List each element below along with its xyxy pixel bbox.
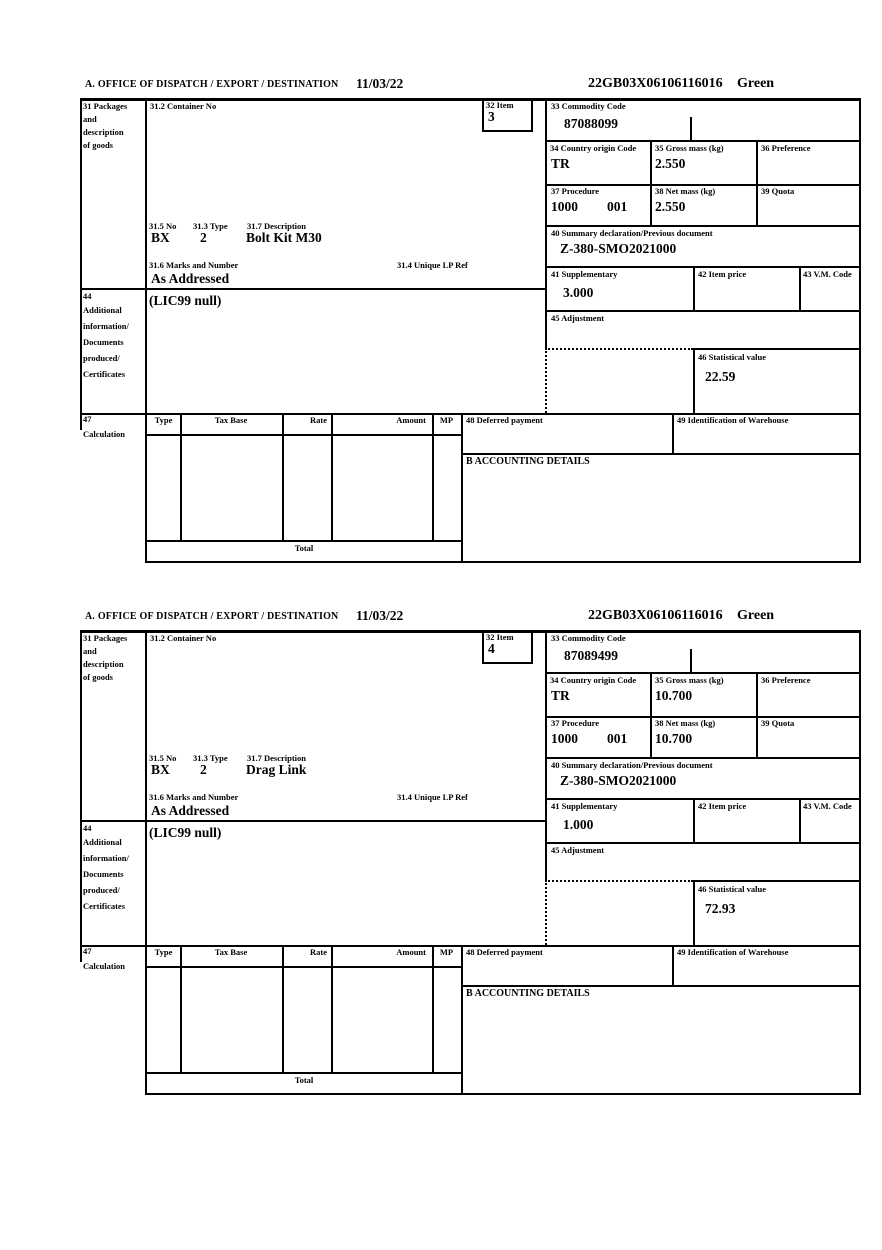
box31-label-line: description [83, 659, 124, 669]
border-right [859, 630, 861, 1095]
deferred-payment-label: 48 Deferred payment [466, 415, 543, 425]
marks-label: 31.6 Marks and Number [149, 260, 239, 270]
net-mass-label: 38 Net mass (kg) [655, 186, 716, 196]
additional-information-value: (LIC99 null) [149, 825, 222, 840]
box32-right-line [531, 630, 533, 664]
box41-42-divider [693, 266, 695, 312]
procedure-value: 1000 [551, 731, 578, 746]
box44-label-line: information/ [83, 321, 129, 331]
item-box-label: 32 Item [486, 632, 514, 642]
table-col2-divider [282, 413, 284, 542]
box44-label-line: 44 [83, 823, 92, 833]
box44-label-line: Certificates [83, 901, 126, 911]
box31-label-line: 31 Packages [83, 633, 128, 643]
commodity-code-value: 87089499 [564, 648, 618, 663]
box31-label-line: of goods [83, 140, 113, 150]
table-col1-divider [180, 413, 182, 542]
marks-label: 31.6 Marks and Number [149, 792, 239, 802]
adjustment-label: 45 Adjustment [551, 313, 605, 323]
box45-dotted-edge [545, 880, 547, 945]
procedure-label: 37 Procedure [551, 186, 600, 196]
box33-subdivision-tick [690, 117, 692, 140]
box48-49-divider [672, 413, 674, 455]
table-header-amount: Amount [396, 415, 426, 425]
item-number-value: 4 [488, 641, 495, 656]
declaration-date: 11/03/22 [356, 608, 404, 623]
box41-bottom-line [545, 310, 861, 312]
left-column-divider [145, 630, 147, 1095]
table-header-line [147, 966, 461, 968]
table-right-line [461, 413, 463, 563]
box31-label-line: and [83, 646, 97, 656]
marks-value: As Addressed [151, 803, 230, 818]
box31-label-line: 31 Packages [83, 101, 128, 111]
routing-status: Green [737, 608, 775, 623]
packages-no-label: 31.5 No [149, 753, 177, 763]
box44-label-line: Documents [83, 337, 124, 347]
sad-form-item [0, 76, 882, 568]
box37-bottom-line [545, 225, 861, 227]
box45-dotted-line [545, 880, 693, 882]
summary-declaration-value: Z-380-SMO2021000 [560, 241, 677, 256]
net-mass-label: 38 Net mass (kg) [655, 718, 716, 728]
table-col2-divider [282, 945, 284, 1074]
box42-43-divider [799, 798, 801, 844]
table-col4-divider [432, 945, 434, 1074]
table-header-line [147, 434, 461, 436]
table-col3-divider [331, 945, 333, 1074]
table-total-label: Total [294, 543, 314, 553]
container-no-label: 31.2 Container No [150, 633, 217, 643]
box46-left-line [693, 348, 695, 413]
table-total-label: Total [294, 1075, 314, 1085]
supplementary-value: 1.000 [563, 817, 594, 832]
description-label: 31.7 Description [247, 753, 307, 763]
description-label: 31.7 Description [247, 221, 307, 231]
item-box-label: 32 Item [486, 100, 514, 110]
packages-no-value: BX [151, 230, 170, 245]
summary-declaration-label: 40 Summary declaration/Previous document [551, 228, 713, 238]
table-header-tax-base: Tax Base [214, 415, 248, 425]
country-origin-value: TR [551, 688, 570, 703]
supplementary-value: 3.000 [563, 285, 594, 300]
box44-label-line: Certificates [83, 369, 126, 379]
table-header-amount: Amount [396, 947, 426, 957]
box40-bottom-line [545, 798, 861, 800]
quota-label: 39 Quota [761, 718, 795, 728]
table-header-type: Type [154, 415, 173, 425]
box31-label-line: of goods [83, 672, 113, 682]
country-origin-value: TR [551, 156, 570, 171]
box46-top-line [693, 348, 861, 350]
procedure-label: 37 Procedure [551, 718, 600, 728]
box41-bottom-line [545, 842, 861, 844]
border-left [80, 630, 82, 962]
description-value: Drag Link [246, 762, 307, 777]
supplementary-label: 41 Supplementary [551, 801, 618, 811]
item-price-label: 42 Item price [698, 801, 747, 811]
vm-code-label: 43 V.M. Code [803, 801, 852, 811]
description-value: Bolt Kit M30 [246, 230, 322, 245]
gross-mass-value: 2.550 [655, 156, 686, 171]
box47-label-line: 47 [83, 946, 92, 956]
table-col1-divider [180, 945, 182, 1074]
accounting-top-line [461, 985, 861, 987]
item-number-value: 3 [488, 109, 495, 124]
box44-top-line [80, 820, 547, 822]
accounting-details-label: B ACCOUNTING DETAILS [466, 456, 590, 467]
gross-mass-label: 35 Gross mass (kg) [655, 675, 724, 685]
left-column-divider [145, 98, 147, 563]
accounting-top-line [461, 453, 861, 455]
procedure-value: 1000 [551, 199, 578, 214]
item-price-label: 42 Item price [698, 269, 747, 279]
packages-type-label: 31.3 Type [193, 221, 228, 231]
box46-top-line [693, 880, 861, 882]
gross-mass-value: 10.700 [655, 688, 693, 703]
box31-label-line: and [83, 114, 97, 124]
procedure-extra-value: 001 [607, 199, 628, 214]
statistical-value-label: 46 Statistical value [698, 884, 766, 894]
border-bottom [147, 1093, 861, 1095]
box34-35-divider [650, 672, 652, 759]
box32-left-line [482, 630, 484, 664]
box34-35-divider [650, 140, 652, 227]
container-no-label: 31.2 Container No [150, 101, 217, 111]
box44-label-line: information/ [83, 853, 129, 863]
gross-mass-label: 35 Gross mass (kg) [655, 143, 724, 153]
box32-bottom-line [482, 130, 533, 132]
box44-label-line: Additional [83, 305, 122, 315]
warehouse-label: 49 Identification of Warehouse [677, 947, 789, 957]
box33-bottom-line [545, 140, 861, 142]
statistical-value-label: 46 Statistical value [698, 352, 766, 362]
procedure-extra-value: 001 [607, 731, 628, 746]
packages-type-label: 31.3 Type [193, 753, 228, 763]
declaration-date: 11/03/22 [356, 76, 404, 91]
box48-49-divider [672, 945, 674, 987]
border-bottom [147, 561, 861, 563]
right-column-divider [545, 630, 547, 882]
table-header-tax-base: Tax Base [214, 947, 248, 957]
packages-type-value: 2 [200, 762, 207, 777]
routing-status: Green [737, 76, 775, 91]
statistical-value: 22.59 [705, 369, 736, 384]
net-mass-value: 2.550 [655, 199, 686, 214]
summary-declaration-label: 40 Summary declaration/Previous document [551, 760, 713, 770]
country-origin-label: 34 Country origin Code [550, 675, 637, 685]
office-of-dispatch-label: A. OFFICE OF DISPATCH / EXPORT / DESTINATION [85, 611, 339, 622]
warehouse-label: 49 Identification of Warehouse [677, 415, 789, 425]
supplementary-label: 41 Supplementary [551, 269, 618, 279]
border-left [80, 98, 82, 430]
quota-label: 39 Quota [761, 186, 795, 196]
commodity-code-label: 33 Commodity Code [551, 633, 626, 643]
box37-bottom-line [545, 757, 861, 759]
box44-label-line: Additional [83, 837, 122, 847]
table-col4-divider [432, 413, 434, 542]
box45-dotted-edge [545, 348, 547, 413]
box44-label-line: produced/ [83, 885, 120, 895]
commodity-code-value: 87088099 [564, 116, 618, 131]
box33-bottom-line [545, 672, 861, 674]
unique-lp-ref-label: 31.4 Unique LP Ref [397, 792, 468, 802]
box32-right-line [531, 98, 533, 132]
table-header-mp: MP [439, 415, 454, 425]
box47-label-line: Calculation [83, 429, 126, 439]
box35-36-divider [756, 140, 758, 227]
box33-subdivision-tick [690, 649, 692, 672]
country-origin-label: 34 Country origin Code [550, 143, 637, 153]
adjustment-label: 45 Adjustment [551, 845, 605, 855]
mrn-value: 22GB03X06106116016 [588, 608, 723, 623]
packages-type-value: 2 [200, 230, 207, 245]
accounting-details-label: B ACCOUNTING DETAILS [466, 988, 590, 999]
vm-code-label: 43 V.M. Code [803, 269, 852, 279]
table-col3-divider [331, 413, 333, 542]
box42-43-divider [799, 266, 801, 312]
table-header-rate: Rate [310, 415, 327, 425]
table-right-line [461, 945, 463, 1095]
box46-left-line [693, 880, 695, 945]
table-header-rate: Rate [310, 947, 327, 957]
table-header-type: Type [154, 947, 173, 957]
box45-dotted-line [545, 348, 693, 350]
packages-no-value: BX [151, 762, 170, 777]
right-column-divider [545, 98, 547, 350]
summary-declaration-value: Z-380-SMO2021000 [560, 773, 677, 788]
box44-label-line: produced/ [83, 353, 120, 363]
box47-label-line: 47 [83, 414, 92, 424]
border-right [859, 98, 861, 563]
box44-label-line: 44 [83, 291, 92, 301]
box44-top-line [80, 288, 547, 290]
table-header-mp: MP [439, 947, 454, 957]
table-body-line [147, 1072, 461, 1074]
box44-label-line: Documents [83, 869, 124, 879]
table-body-line [147, 540, 461, 542]
box47-label-line: Calculation [83, 961, 126, 971]
box35-36-divider [756, 672, 758, 759]
mrn-value: 22GB03X06106116016 [588, 76, 723, 91]
deferred-payment-label: 48 Deferred payment [466, 947, 543, 957]
net-mass-value: 10.700 [655, 731, 693, 746]
commodity-code-label: 33 Commodity Code [551, 101, 626, 111]
packages-no-label: 31.5 No [149, 221, 177, 231]
box31-label-line: description [83, 127, 124, 137]
sad-form-item [0, 608, 882, 1100]
box41-42-divider [693, 798, 695, 844]
unique-lp-ref-label: 31.4 Unique LP Ref [397, 260, 468, 270]
statistical-value: 72.93 [705, 901, 736, 916]
additional-information-value: (LIC99 null) [149, 293, 222, 308]
office-of-dispatch-label: A. OFFICE OF DISPATCH / EXPORT / DESTINATION [85, 79, 339, 90]
marks-value: As Addressed [151, 271, 230, 286]
box32-bottom-line [482, 662, 533, 664]
preference-label: 36 Preference [761, 143, 811, 153]
preference-label: 36 Preference [761, 675, 811, 685]
box40-bottom-line [545, 266, 861, 268]
box32-left-line [482, 98, 484, 132]
